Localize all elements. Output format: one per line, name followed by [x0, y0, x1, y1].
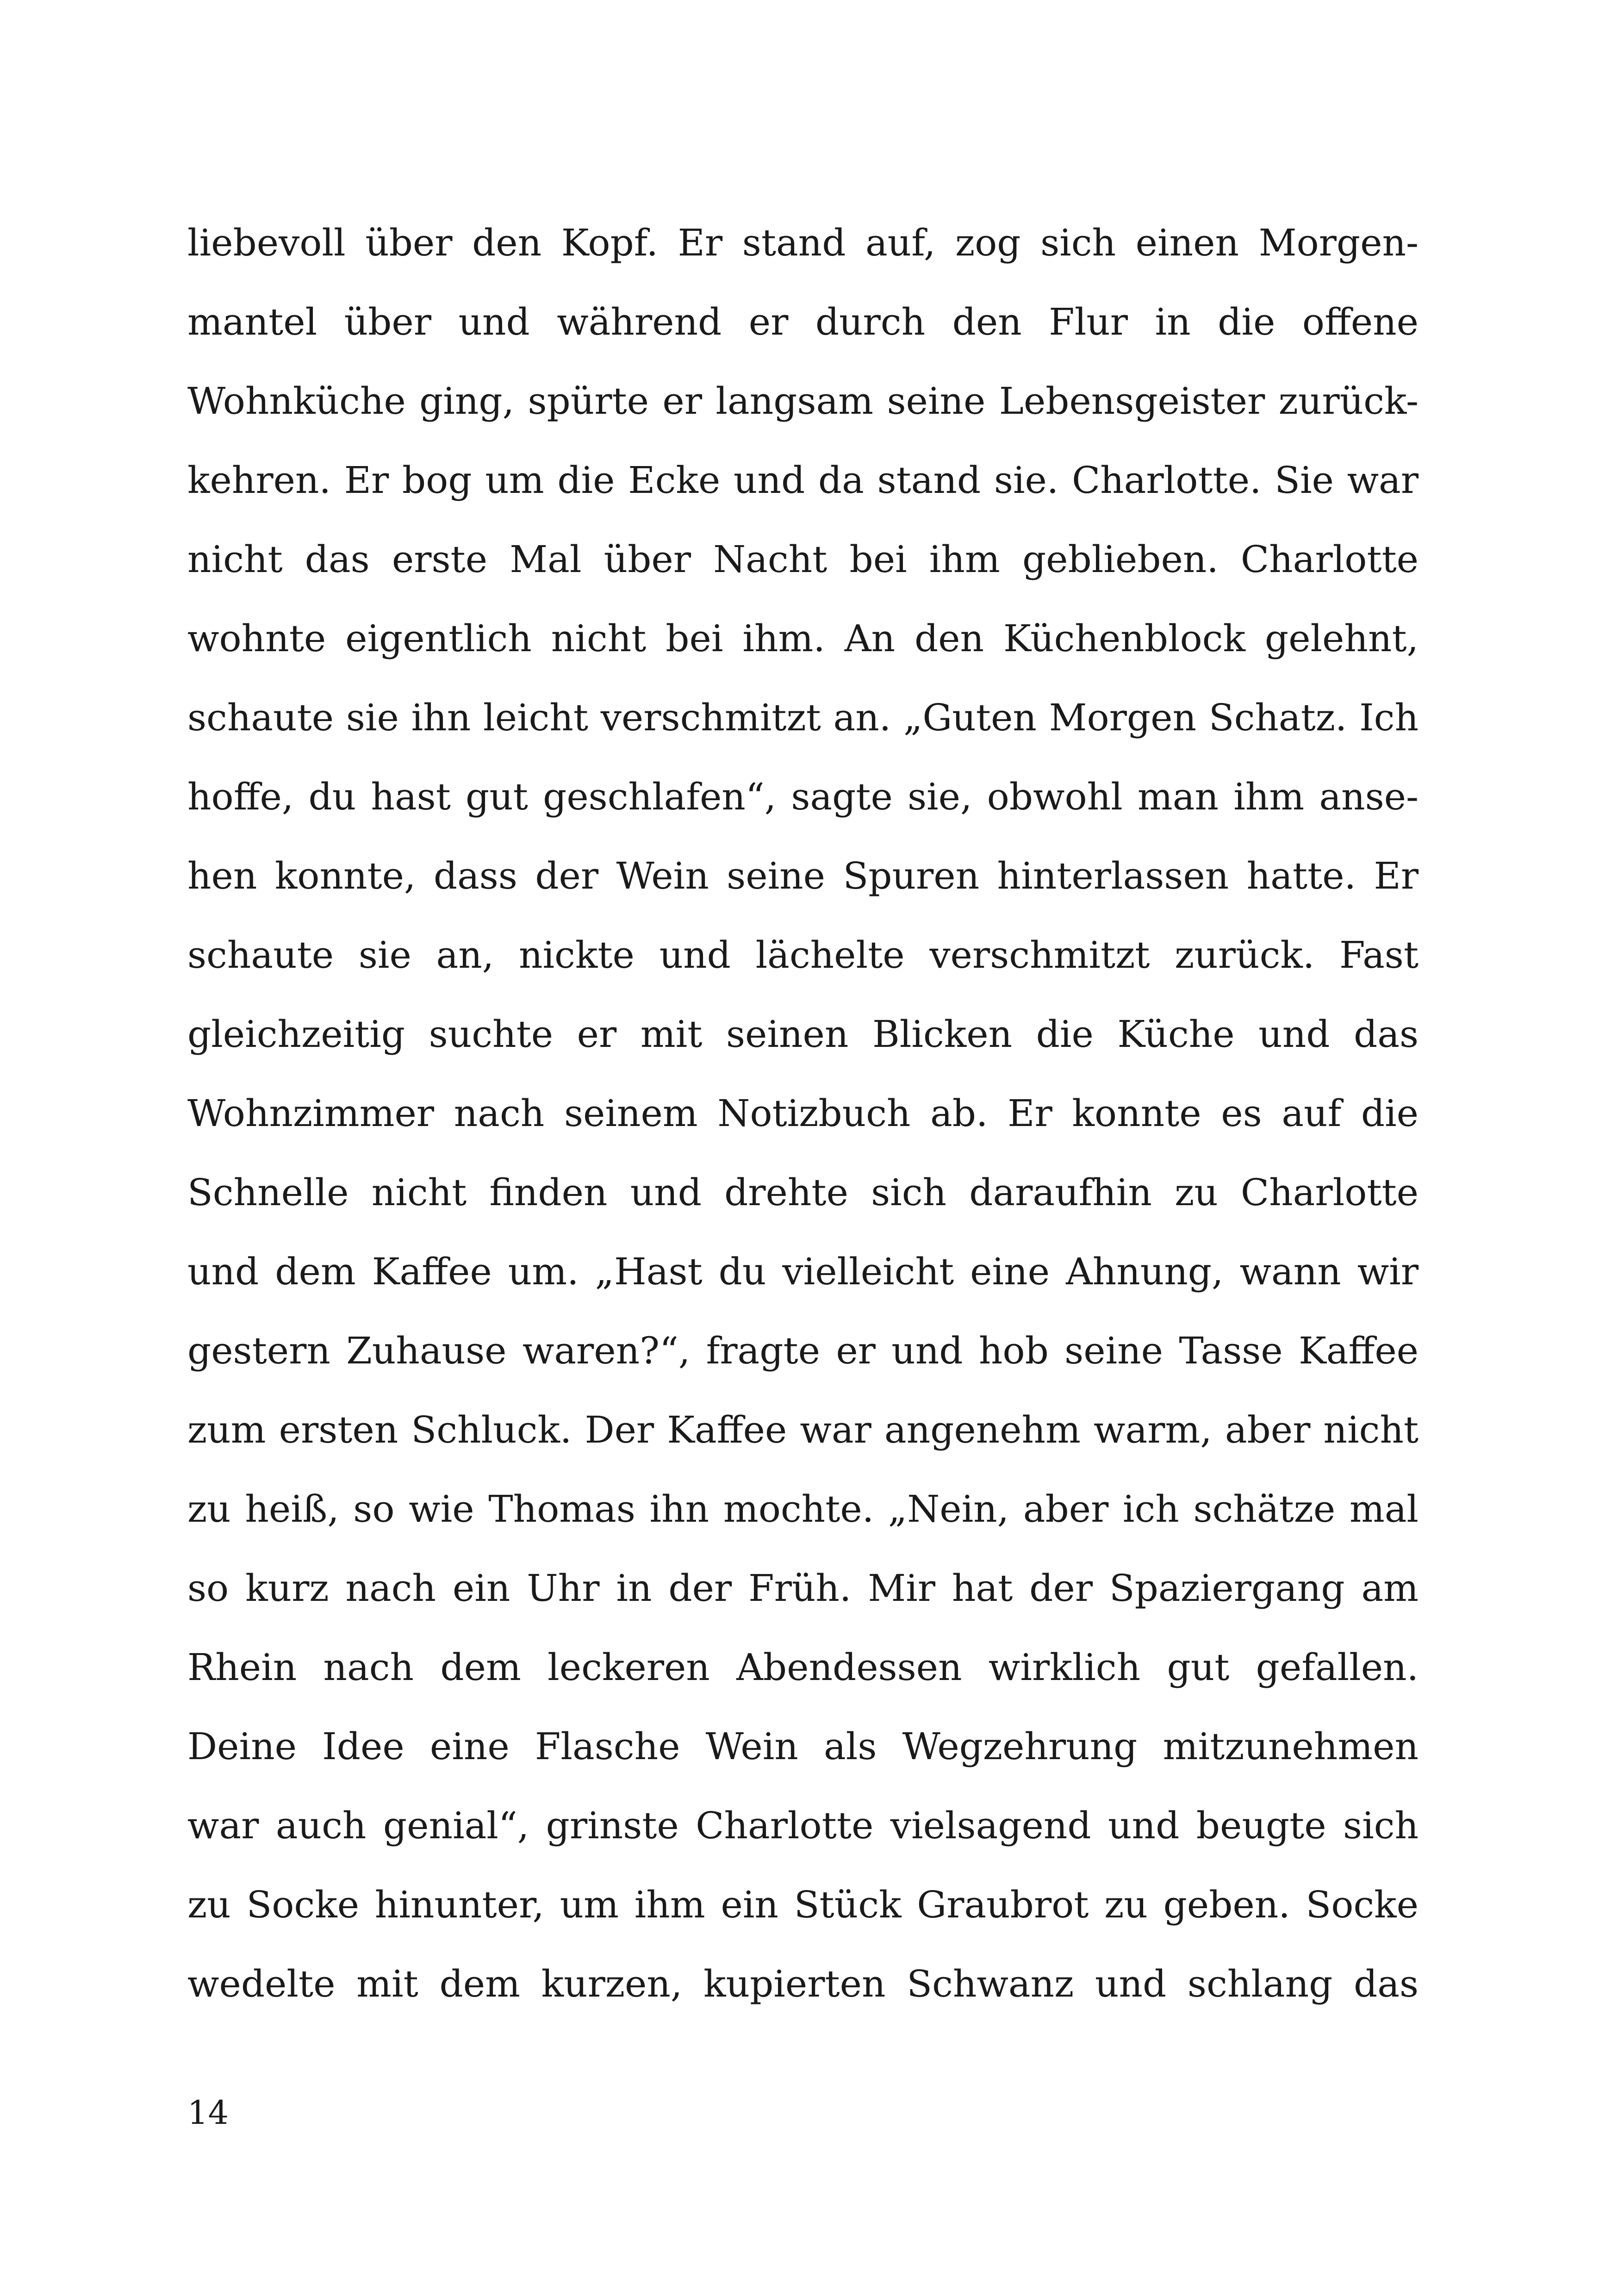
text-line: hen konnte, dass der Wein seine Spuren hinterlassen hatte. Er	[187, 854, 1419, 897]
text-line: wedelte mit dem kurzen, kupierten Schwanz und schlang das	[187, 1962, 1419, 2005]
text-line: zu heiß, so wie Thomas ihn mochte. „Nein, aber ich schätze mal	[187, 1487, 1419, 1531]
text-line: war auch genial“, grinste Charlotte vielsagend und beugte sich	[187, 1804, 1419, 1847]
text-line: kehren. Er bog um die Ecke und da stand sie. Charlotte. Sie war	[187, 459, 1419, 502]
text-line: zu Socke hinunter, um ihm ein Stück Graubrot zu geben. Socke	[187, 1883, 1419, 1926]
text-line: Schnelle nicht finden und drehte sich daraufhin zu Charlotte	[187, 1171, 1419, 1214]
text-line: nicht das erste Mal über Nacht bei ihm geblieben. Charlotte	[187, 538, 1419, 581]
text-line: Rhein nach dem leckeren Abendessen wirklich gut gefallen.	[187, 1646, 1419, 1689]
text-line: wohnte eigentlich nicht bei ihm. An den Küchenblock gelehnt,	[187, 617, 1419, 660]
text-line: schaute sie an, nickte und lächelte verschmitzt zurück. Fast	[187, 933, 1419, 977]
text-line: liebevoll über den Kopf. Er stand auf, zog sich einen Morgen-	[187, 221, 1419, 264]
text-line: Wohnküche ging, spürte er langsam seine Lebensgeister zurück-	[187, 380, 1419, 423]
text-line: hoffe, du hast gut geschlafen“, sagte sie, obwohl man ihm anse-	[187, 775, 1419, 818]
text-line: und dem Kaffee um. „Hast du vielleicht eine Ahnung, wann wir	[187, 1250, 1419, 1293]
text-line: Deine Idee eine Flasche Wein als Wegzehrung mitzunehmen	[187, 1725, 1419, 1768]
text-line: zum ersten Schluck. Der Kaffee war angenehm warm, aber nicht	[187, 1408, 1419, 1451]
text-line: gleichzeitig suchte er mit seinen Blicken die Küche und das	[187, 1013, 1419, 1056]
text-line: Wohnzimmer nach seinem Notizbuch ab. Er konnte es auf die	[187, 1092, 1419, 1135]
text-line: mantel über und während er durch den Flur in die offene	[187, 300, 1419, 343]
text-line: so kurz nach ein Uhr in der Früh. Mir hat der Spaziergang am	[187, 1567, 1419, 1610]
text-line: schaute sie ihn leicht verschmitzt an. „Guten Morgen Schatz. Ich	[187, 696, 1419, 739]
page-number: 14	[187, 2094, 229, 2132]
text-line: gestern Zuhause waren?“, fragte er und hob seine Tasse Kaffee	[187, 1329, 1419, 1372]
